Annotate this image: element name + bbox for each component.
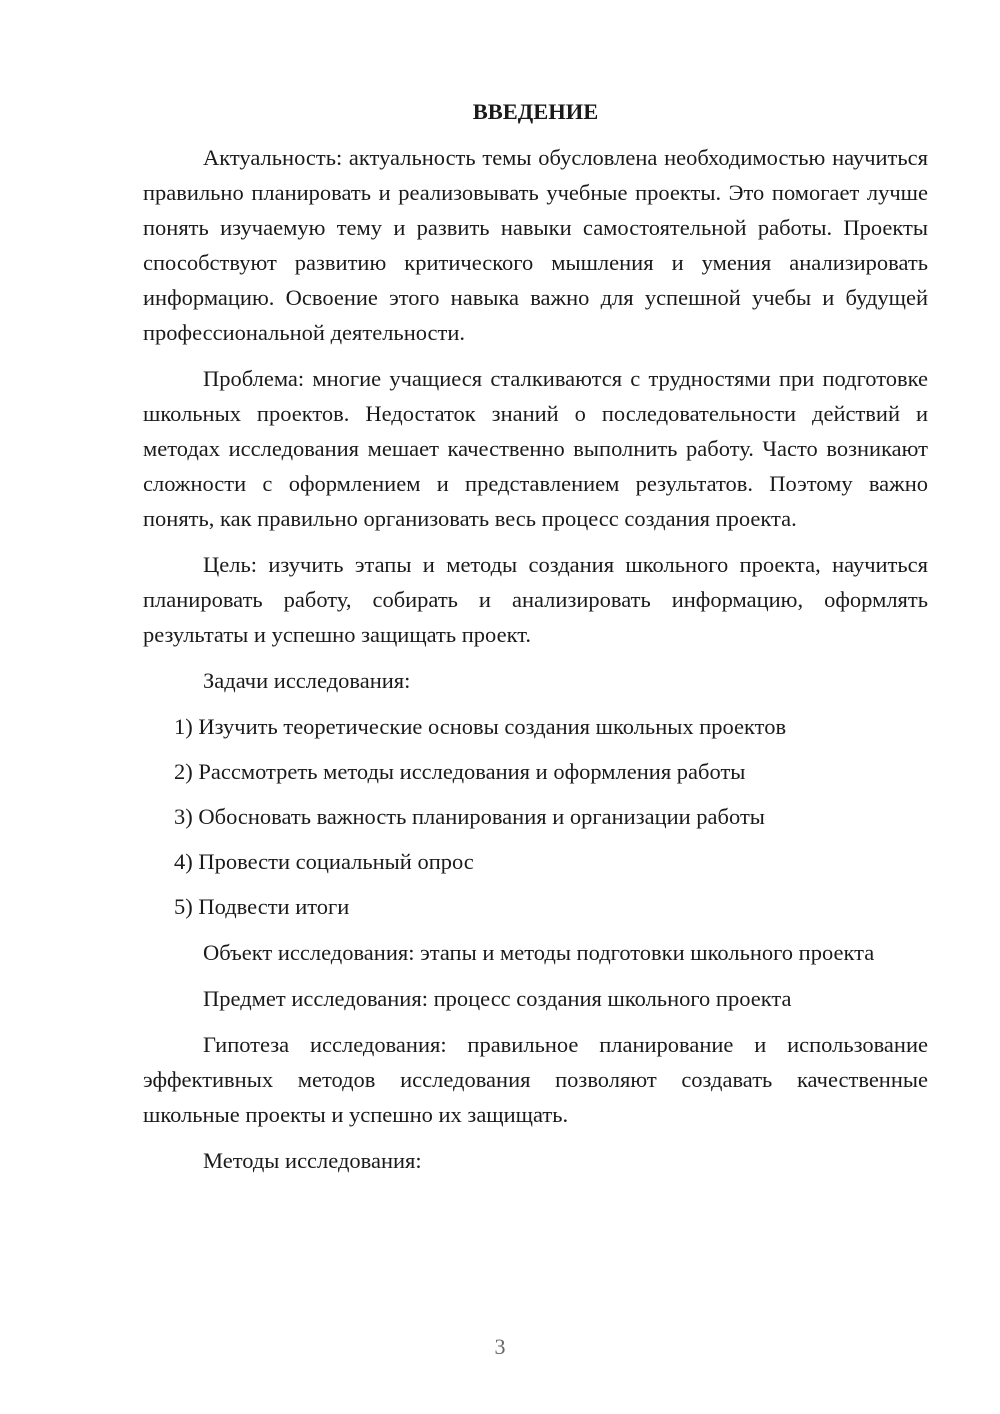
page-number: 3 xyxy=(494,1334,506,1359)
methods-heading: Методы исследования: xyxy=(203,1148,422,1173)
subject-paragraph: Предмет исследования: процесс создания школьного проекта xyxy=(203,986,792,1011)
section-title: ВВЕДЕНИЕ xyxy=(472,99,599,124)
tasks-heading: Задачи исследования: xyxy=(203,668,411,693)
object-paragraph: Объект исследования: этапы и методы подготовки школьного проекта xyxy=(203,940,875,965)
list-item: 4) Провести социальный опрос xyxy=(174,849,474,874)
list-item: 2) Рассмотреть методы исследования и оформления работы xyxy=(174,759,746,784)
list-item: 5) Подвести итоги xyxy=(174,894,350,919)
list-item: 1) Изучить теоретические основы создания школьных проектов xyxy=(174,714,787,739)
page-content xyxy=(143,94,928,1189)
hypothesis-paragraph: Гипотеза исследования: правильное планирование и использование эффективных методов исследования позволяют создавать качественные школьные проекты и успешно их защищать. xyxy=(143,1032,928,1127)
problem-paragraph: Проблема: многие учащиеся сталкиваются с трудностями при подготовке школьных проектов. Недостаток знаний о последовательности действий и методах исследования мешает качественно выполнить работу. Часто возникают сложности с оформлением и представлением результатов. Поэтому важно понять, как правильно организовать весь процесс создания проекта. xyxy=(143,366,928,531)
goal-paragraph: Цель: изучить этапы и методы создания школьного проекта, научиться планировать работу, собирать и анализировать информацию, оформлять результаты и успешно защищать проект. xyxy=(143,552,928,647)
list-item: 3) Обосновать важность планирования и организации работы xyxy=(174,804,765,829)
tasks-list xyxy=(143,709,928,924)
relevance-paragraph: Актуальность: актуальность темы обусловлена необходимостью научиться правильно планировать и реализовывать учебные проекты. Это помогает лучше понять изучаемую тему и развить навыки самостоятельной работы. Проекты способствуют развитию критического мышления и умения анализировать информацию. Освоение этого навыка важно для успешной учебы и будущей профессиональной деятельности. xyxy=(143,145,928,345)
